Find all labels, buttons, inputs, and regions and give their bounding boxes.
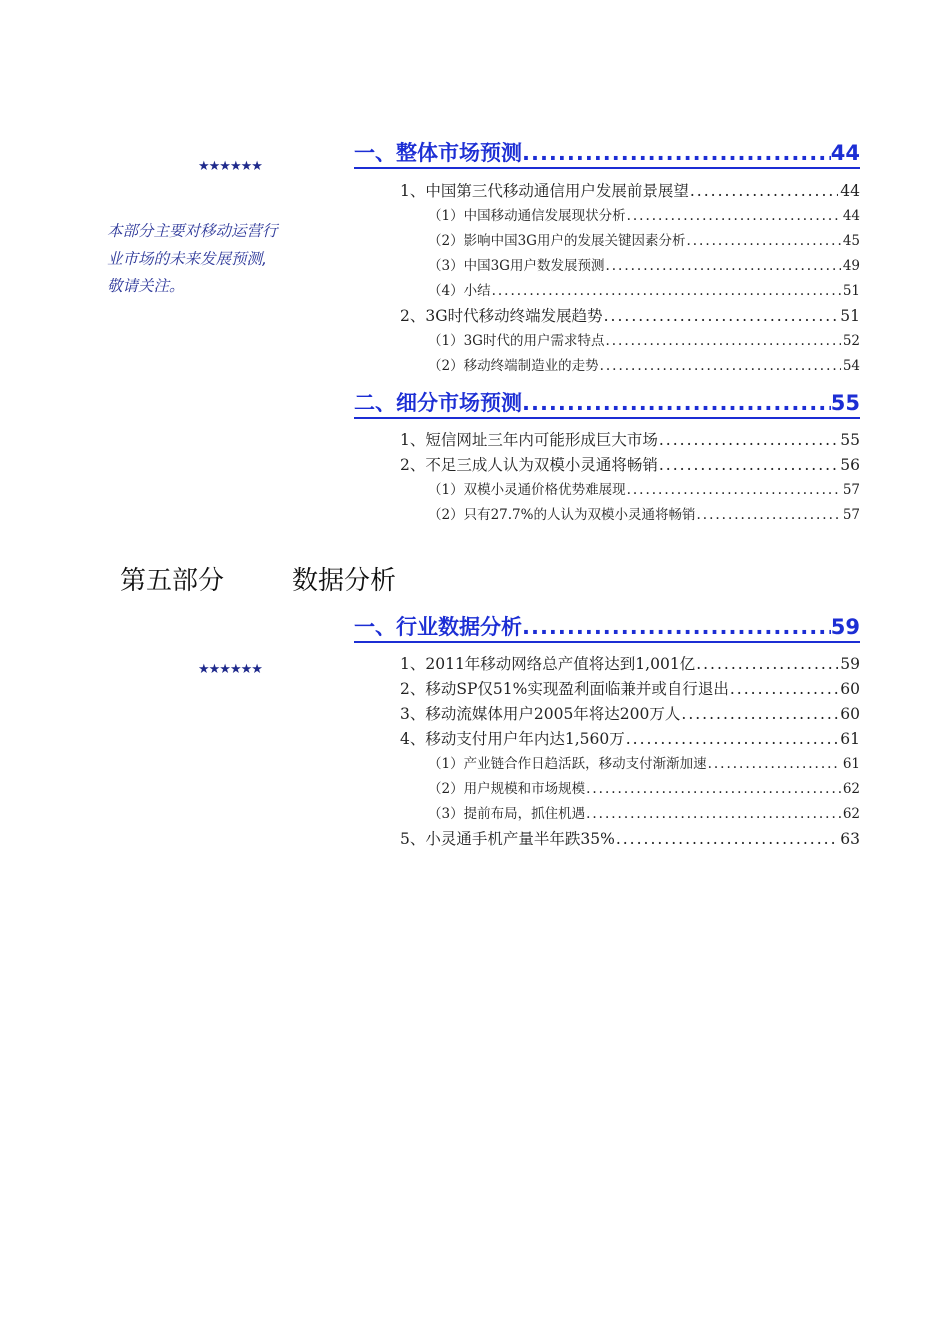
toc-entry-page: 59 [840,655,860,673]
toc-entry-text: 2、移动SP仅51%实现盈利面临兼并或自行退出 [400,680,729,698]
leader-dots [729,677,838,702]
toc-entry[interactable] [428,802,860,827]
leader-dots [604,329,840,354]
part-title [120,560,396,597]
section-heading-segment-market[interactable] [354,390,860,419]
leader-dots [658,453,838,478]
toc-entry-page: 61 [840,730,860,748]
leader-dots [626,478,841,503]
side-note [107,218,307,301]
leader-dots [604,254,840,279]
heading-title: 二、细分市场预测 [354,391,522,415]
toc-entry-text: （3）中国3G用户数发展预测 [428,258,605,274]
toc-entry[interactable] [428,777,860,802]
toc-entry-page: 56 [840,456,860,474]
toc-entry-text: （2）移动终端制造业的走势 [428,358,599,374]
toc-entry-text: （1）3G时代的用户需求特点 [428,333,605,349]
toc-entry-page: 57 [842,482,860,498]
leader-dots [658,428,838,453]
leader-dots [585,777,841,802]
toc-entry[interactable] [400,179,860,204]
toc-entry-text: （1）中国移动通信发展现状分析 [428,208,626,224]
heading-title: 一、整体市场预测 [354,141,522,165]
leader-dots [689,179,838,204]
toc-entry-text: （2）只有27.7%的人认为双模小灵通将畅销 [428,507,696,523]
section-heading-overall-market[interactable] [354,140,860,169]
toc-entry[interactable] [400,304,860,329]
toc-entry-text: （2）影响中国3G用户的发展关键因素分析 [428,233,686,249]
leader-dots [522,140,831,166]
toc-entry[interactable] [428,752,860,777]
toc-entry[interactable] [428,229,860,254]
toc-entry-page: 57 [842,507,860,523]
leader-dots [522,614,831,640]
toc-entry-text: （1）产业链合作日趋活跃，移动支付渐渐加速 [428,756,707,772]
leader-dots [695,652,838,677]
side-note-line: 本部分主要对移动运营行 [107,222,278,240]
toc-entry-page: 55 [840,431,860,449]
toc-entry[interactable] [428,478,860,503]
leader-dots [707,752,841,777]
toc-entry-page: 49 [842,258,860,274]
toc-entry[interactable] [428,503,860,528]
toc-entry[interactable] [400,727,860,752]
toc-entry-page: 61 [842,756,860,772]
toc-entry-page: 44 [840,182,860,200]
leader-dots [625,727,839,752]
toc-entry[interactable] [400,677,860,702]
toc-entry[interactable] [428,204,860,229]
toc-entry-text: 1、中国第三代移动通信用户发展前景展望 [400,182,689,200]
toc-entry-page: 44 [842,208,860,224]
stars-decoration-1: ★★★★★★ [198,159,262,174]
side-note-line: 业市场的未来发展预测, [107,249,267,268]
toc-entry[interactable] [400,827,860,852]
leader-dots [491,279,841,304]
toc-entry-page: 54 [842,358,860,374]
toc-entry-text: 3、移动流媒体用户2005年将达200万人 [400,705,681,723]
toc-entry-page: 51 [842,283,860,299]
toc-entry-page: 60 [840,680,860,698]
leader-dots [695,503,840,528]
toc-entry-page: 51 [840,307,860,325]
toc-entry[interactable] [400,702,860,727]
toc-entry-text: （3）提前布局，抓住机遇 [428,806,586,822]
side-note-line: 敬请关注。 [107,277,185,295]
heading-title: 一、行业数据分析 [354,615,522,639]
leader-dots [685,229,840,254]
leader-dots [522,390,831,416]
part-label: 第五部分 [120,566,225,596]
toc-entry[interactable] [428,354,860,379]
toc-entry-text: 2、不足三成人认为双模小灵通将畅销 [400,456,658,474]
toc-entry-page: 45 [842,233,860,249]
toc-entry-text: 1、2011年移动网络总产值将达到1,001亿 [400,655,696,673]
toc-entry-text: 2、3G时代移动终端发展趋势 [400,307,603,325]
leader-dots [585,802,841,827]
toc-entry[interactable] [400,453,860,478]
toc-entry-page: 52 [842,333,860,349]
toc-entry[interactable] [400,652,860,677]
stars-decoration-2: ★★★★★★ [198,662,262,677]
leader-dots [603,304,839,329]
leader-dots [626,204,841,229]
toc-entry[interactable] [400,428,860,453]
part-name: 数据分析 [292,566,397,596]
toc-entry-page: 62 [842,806,860,822]
toc-entry-text: （4）小结 [428,283,491,299]
toc-entry-text: （1）双模小灵通价格优势难展现 [428,482,626,498]
toc-entry-page: 62 [842,781,860,797]
toc-entry-page: 63 [840,830,860,848]
heading-page: 55 [830,391,860,415]
toc-entry[interactable] [428,254,860,279]
heading-page: 44 [830,141,860,165]
toc-entry-text: 5、小灵通手机产量半年跌35% [400,830,615,848]
toc-entry-page: 60 [840,705,860,723]
section-heading-industry-data[interactable] [354,614,860,643]
toc-entry-text: 1、短信网址三年内可能形成巨大市场 [400,431,658,449]
heading-page: 59 [830,615,860,639]
toc-entry[interactable] [428,279,860,304]
toc-entry-text: 4、移动支付用户年内达1,560万 [400,730,625,748]
leader-dots [599,354,841,379]
leader-dots [615,827,838,852]
toc-entry-text: （2）用户规模和市场规模 [428,781,586,797]
leader-dots [680,702,838,727]
toc-entry[interactable] [428,329,860,354]
